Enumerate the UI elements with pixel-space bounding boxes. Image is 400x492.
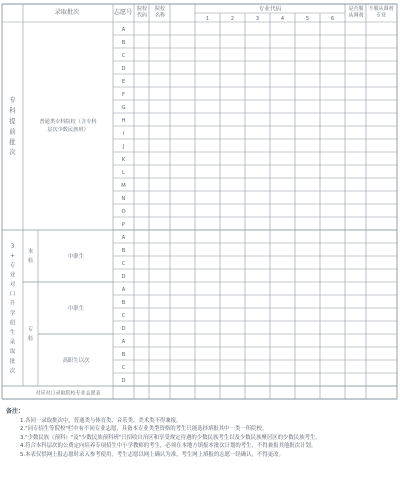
category-undergrad-zhongzhi: 中职生	[67, 254, 85, 260]
choice-letter: D	[121, 325, 126, 332]
batch-label-vocational: 业	[9, 272, 16, 279]
choice-letter: A	[121, 26, 126, 33]
level-label-undergrad: 科	[27, 258, 34, 265]
header-major-number: 4	[280, 16, 285, 22]
choice-letter: A	[121, 338, 126, 345]
header-major-number: 2	[230, 16, 235, 22]
batch-label-early: 次	[9, 148, 16, 157]
choice-letter: B	[121, 351, 126, 358]
choice-letter: K	[121, 156, 126, 163]
note-item-2: 2."同专招生等院校"栏中有不同专业志愿，具备本专业类型资格的考生只能选择填报其中一类一所院校。	[20, 426, 268, 433]
batch-label-vocational: 录	[9, 339, 16, 346]
note-item-5: 5.本表仅供网上报志愿时录入参考使用，考生志愿以网上确认为准，考生网上填报的志愿一经确认，不得更改。	[20, 451, 284, 458]
header-obey-adjust: 是否服	[348, 6, 364, 12]
choice-letter: I	[122, 130, 125, 137]
batch-label-vocational: 学	[9, 310, 16, 317]
batch-label-vocational: 招	[9, 320, 16, 327]
batch-label-vocational: 取	[9, 349, 16, 356]
note-item-3: 3."少数民族（预科）"及"少数民族预科班"只招收自治区和享受规定待遇的少数民族考生以及少数民族聚居区的少数民族考生。	[20, 434, 321, 441]
batch-label-vocational: +	[10, 253, 15, 260]
category-college-gaozhi: 高职生以次	[62, 358, 90, 364]
header-volunteer: 志愿号	[113, 9, 133, 16]
header-college-code: 院校	[136, 6, 148, 12]
category-early-line2: 层次少数民族班）	[47, 127, 89, 133]
choice-letter: J	[122, 143, 125, 150]
choice-letter: C	[121, 260, 126, 267]
choice-letter: B	[121, 39, 126, 46]
choice-letter: D	[121, 273, 126, 280]
batch-label-vocational: 次	[9, 368, 16, 375]
choice-letter: D	[121, 65, 126, 72]
batch-label-vocational: 对	[9, 281, 16, 288]
header-major-number: 5	[305, 16, 310, 22]
level-label-undergrad: 本	[27, 249, 34, 256]
choice-letter: F	[122, 91, 125, 98]
category-college-zhongzhi: 中职生	[67, 306, 85, 312]
batch-label-vocational: 批	[9, 358, 16, 365]
batch-label-vocational: 3	[10, 243, 15, 250]
choice-letter: N	[121, 195, 126, 202]
choice-letter: C	[121, 52, 126, 59]
batch-label-vocational: 口	[9, 291, 16, 298]
footer-row-label: 对应对口录取院校专业志愿表	[35, 390, 101, 397]
header-obey-adjust: 从调剂	[348, 12, 364, 19]
note-item-4: 4.符合本科层次的公费定向培养专项招生中小学教师的考生，必须在本地方填报本批次计划的考生，不得兼报其他批次计划。	[20, 443, 317, 450]
header-college-code: 代码	[136, 12, 148, 19]
batch-label-early: 提	[9, 117, 16, 126]
note-item-1: 1.各同一录取批次中，普通类与体育类、音乐类、美术类不得兼报。	[20, 417, 182, 424]
header-major-number: 3	[255, 16, 260, 22]
choice-letter: A	[121, 286, 126, 293]
batch-label-early: 科	[9, 106, 16, 115]
batch-label-vocational: 升	[9, 301, 16, 308]
batch-label-vocational: 专	[9, 262, 16, 269]
header-major-number: 6	[330, 16, 335, 22]
choice-letter: A	[121, 234, 126, 241]
choice-letter: M	[121, 182, 126, 189]
choice-letter: L	[122, 169, 125, 176]
level-label-college: 科	[27, 336, 34, 343]
header-batch: 录取批次	[54, 9, 80, 16]
choice-letter: C	[121, 312, 126, 319]
header-no-adjust-major: 专业	[375, 12, 387, 19]
batch-label-early: 专	[9, 96, 16, 105]
header-major-code: 专业代码	[258, 6, 282, 13]
header-college-name: 院校	[154, 6, 166, 12]
batch-label-vocational: 生	[9, 329, 16, 336]
notes-block	[6, 408, 396, 460]
choice-letter: B	[121, 299, 126, 306]
notes-title: 备注：	[6, 408, 25, 415]
batch-label-early: 前	[9, 127, 16, 136]
header-college-name: 名称	[154, 12, 166, 19]
header-no-adjust-major: 不服从调剂	[368, 6, 394, 12]
category-early-line1: 普通类专科院校（含专科	[39, 119, 97, 125]
choice-letter: O	[121, 208, 126, 215]
batch-label-early: 批	[9, 137, 16, 146]
choice-letter: B	[121, 247, 126, 254]
header-major-number: 1	[205, 16, 210, 22]
choice-letter: P	[121, 221, 126, 228]
choice-letter: H	[121, 117, 126, 124]
choice-letter: E	[121, 78, 126, 85]
choice-letter: D	[121, 377, 126, 384]
level-label-college: 专	[27, 327, 34, 334]
choice-letter: G	[121, 104, 126, 111]
choice-letter: C	[121, 364, 126, 371]
